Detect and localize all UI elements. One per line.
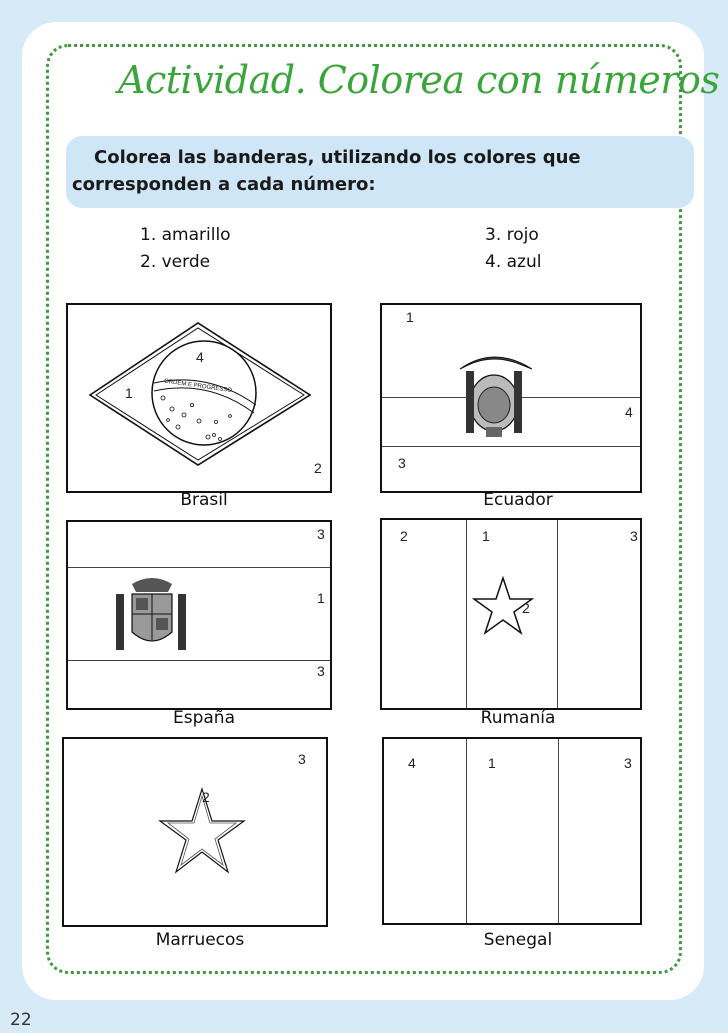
color-legend-left	[140, 222, 231, 276]
ecuador-coat-of-arms	[382, 305, 640, 491]
marruecos-pentagram	[64, 739, 326, 925]
caption-senegal: Senegal	[483, 930, 553, 950]
flag-marruecos[interactable]	[62, 737, 328, 927]
rumania-star	[382, 520, 640, 708]
espana-number-bottom: 3	[317, 663, 325, 679]
flag-senegal[interactable]	[382, 737, 642, 925]
marruecos-number-star: 2	[202, 789, 210, 805]
flag-espana[interactable]	[66, 520, 332, 710]
color-legend-right	[485, 222, 541, 276]
page-title: Actividad. Colorea con números	[118, 58, 720, 102]
rumania-number-mid: 1	[482, 528, 490, 544]
rumania-number-right: 3	[630, 528, 638, 544]
rumania-number-left: 2	[400, 528, 408, 544]
ecuador-number-bottom: 3	[398, 455, 406, 471]
espana-number-top: 3	[317, 526, 325, 542]
ecuador-number-mid: 4	[625, 404, 633, 420]
ecuador-number-top: 1	[406, 309, 414, 325]
legend-item-azul: 4. azul	[485, 252, 542, 272]
caption-brasil: Brasil	[180, 490, 228, 510]
caption-ecuador: Ecuador	[483, 490, 553, 510]
brasil-motto: ORDEM E PROGRESSO	[163, 378, 233, 395]
brasil-flag-drawing	[68, 305, 330, 491]
caption-rumania: Rumanía	[480, 708, 556, 728]
brasil-number-circle: 4	[196, 349, 204, 365]
legend-item-amarillo: 1. amarillo	[140, 225, 231, 245]
brasil-number-field: 2	[314, 460, 322, 476]
senegal-number-right: 3	[624, 755, 632, 771]
flag-brasil[interactable]	[66, 303, 332, 493]
senegal-number-left: 4	[408, 755, 416, 771]
flag-rumania[interactable]	[380, 518, 642, 710]
instruction-text: Colorea las banderas, utilizando los colores que corresponden a cada número:	[72, 147, 581, 195]
espana-coat-of-arms	[68, 522, 330, 708]
caption-marruecos: Marruecos	[155, 930, 245, 950]
flag-ecuador[interactable]	[380, 303, 642, 493]
caption-espana: España	[173, 708, 235, 728]
marruecos-number-field: 3	[298, 751, 306, 767]
senegal-number-mid: 1	[488, 755, 496, 771]
legend-item-verde: 2. verde	[140, 252, 211, 272]
espana-number-mid: 1	[317, 590, 325, 606]
page-number: 22	[10, 1010, 32, 1030]
rumania-number-star: 2	[522, 600, 530, 616]
legend-item-rojo: 3. rojo	[485, 225, 539, 245]
brasil-number-diamond: 1	[125, 385, 133, 401]
